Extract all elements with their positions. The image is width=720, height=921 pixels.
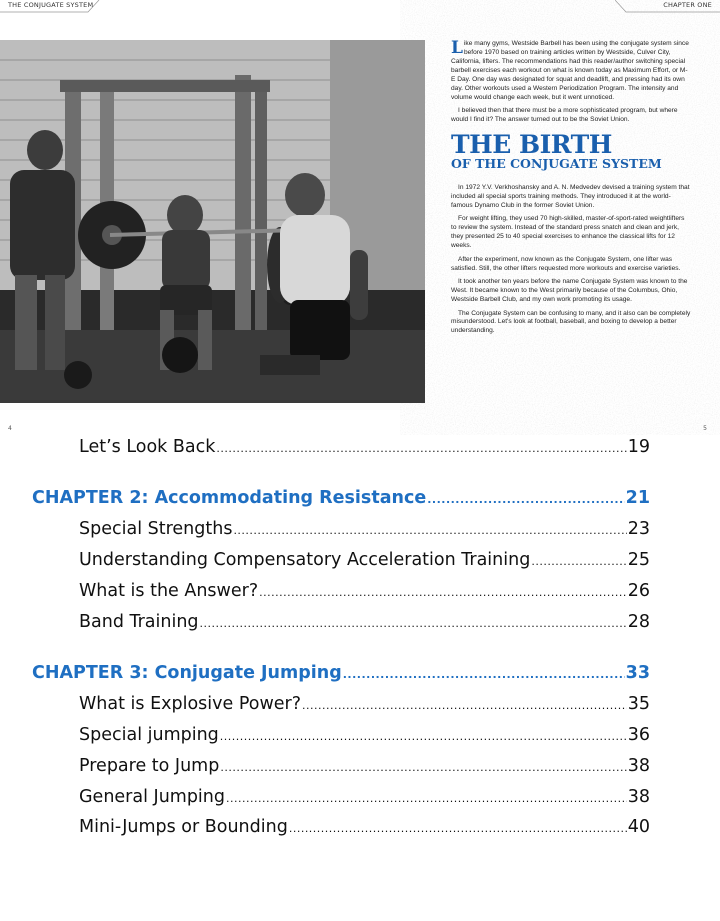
toc-entry[interactable]: Understanding Compensatory Acceleration Training ..... 25: [79, 550, 650, 570]
toc-entry[interactable]: General Jumping ..... 38: [79, 787, 650, 807]
section-subtitle: OF THE CONJUGATE SYSTEM: [451, 156, 662, 172]
toc-entry[interactable]: Mini-Jumps or Bounding ..... 40: [79, 817, 650, 837]
toc-chapter-entry[interactable]: CHAPTER 2: Accommodating Resistance ..... 21: [32, 488, 650, 508]
toc-entry[interactable]: Special jumping ..... 36: [79, 725, 650, 745]
drop-cap: L: [451, 38, 463, 58]
book-spread: [0, 0, 720, 435]
body-paragraph-5: The Conjugate System can be confusing to many, and it also can be completely misunderstood. Let's look at football, baseball, and boxing to develop a better understanding.: [451, 309, 691, 335]
body-paragraph-3: After the experiment, now known as the Conjugate System, one lifter was satisfied. Still, the other lifters requested more workouts and exercise varieties.: [451, 255, 681, 272]
toc-entry[interactable]: What is the Answer? ..... 26: [79, 581, 650, 601]
gym-photo: [0, 40, 425, 403]
running-header-right: CHAPTER ONE: [663, 1, 712, 9]
toc-entry[interactable]: Special Strengths ..... 23: [79, 519, 650, 539]
body-paragraph-1: In 1972 Y.V. Verkhoshansky and A. N. Medvedev devised a training system that included all special sports training methods. They introduced it at the world-famous Dynamo Club in the former Soviet Union.: [451, 184, 690, 209]
section-title: THE BIRTH: [451, 130, 612, 160]
toc-entry[interactable]: What is Explosive Power? ..... 35: [79, 694, 650, 714]
page-number-left: 4: [8, 425, 12, 432]
body-paragraph-4: It took another ten years before the name Conjugate System was known to the West. It became known to the West primarily because of the Columbus, Ohio, Westside Barbell Club, and my own work promoting its usage.: [451, 278, 688, 304]
toc-entry[interactable]: Let’s Look Back ..... 19: [79, 437, 650, 457]
toc-entry[interactable]: Prepare to Jump ..... 38: [79, 756, 650, 776]
toc-entry[interactable]: Band Training ..... 28: [79, 612, 650, 632]
body-paragraph-2: For weight lifting, they used 70 high-skilled, master-of-sport-rated weightlifters to review the system. Instead of the standard press snatch and clean and jerk, they presented 25 to 40 special exercises to enhance the classical lifts for 12 weeks.: [451, 215, 685, 250]
running-header-left: THE CONJUGATE SYSTEM: [8, 1, 94, 9]
page-number-right: 5: [703, 425, 707, 432]
toc-chapter-entry[interactable]: CHAPTER 3: Conjugate Jumping ..... 33: [32, 663, 650, 683]
intro-paragraph-2: I believed then that there must be a more sophisticated program, but where would I find it? The answer turned out to be the Soviet Union.: [451, 107, 678, 124]
intro-paragraph: Like many gyms, Westside Barbell has been using the conjugate system since before 1970 based on training articles written by Westside, Culver City, California, lifters. The recommendations had this reader/author switching special barbell exercises each workout on what is known today as Maximum Effort, or M-E Day. One day was designated for squat and deadlift, and pressing had its own day. Other workouts used a Western Periodization Program. The intensity and volume would change each week, but it went unnoticed.: [451, 38, 689, 101]
article-column: [451, 40, 691, 341]
